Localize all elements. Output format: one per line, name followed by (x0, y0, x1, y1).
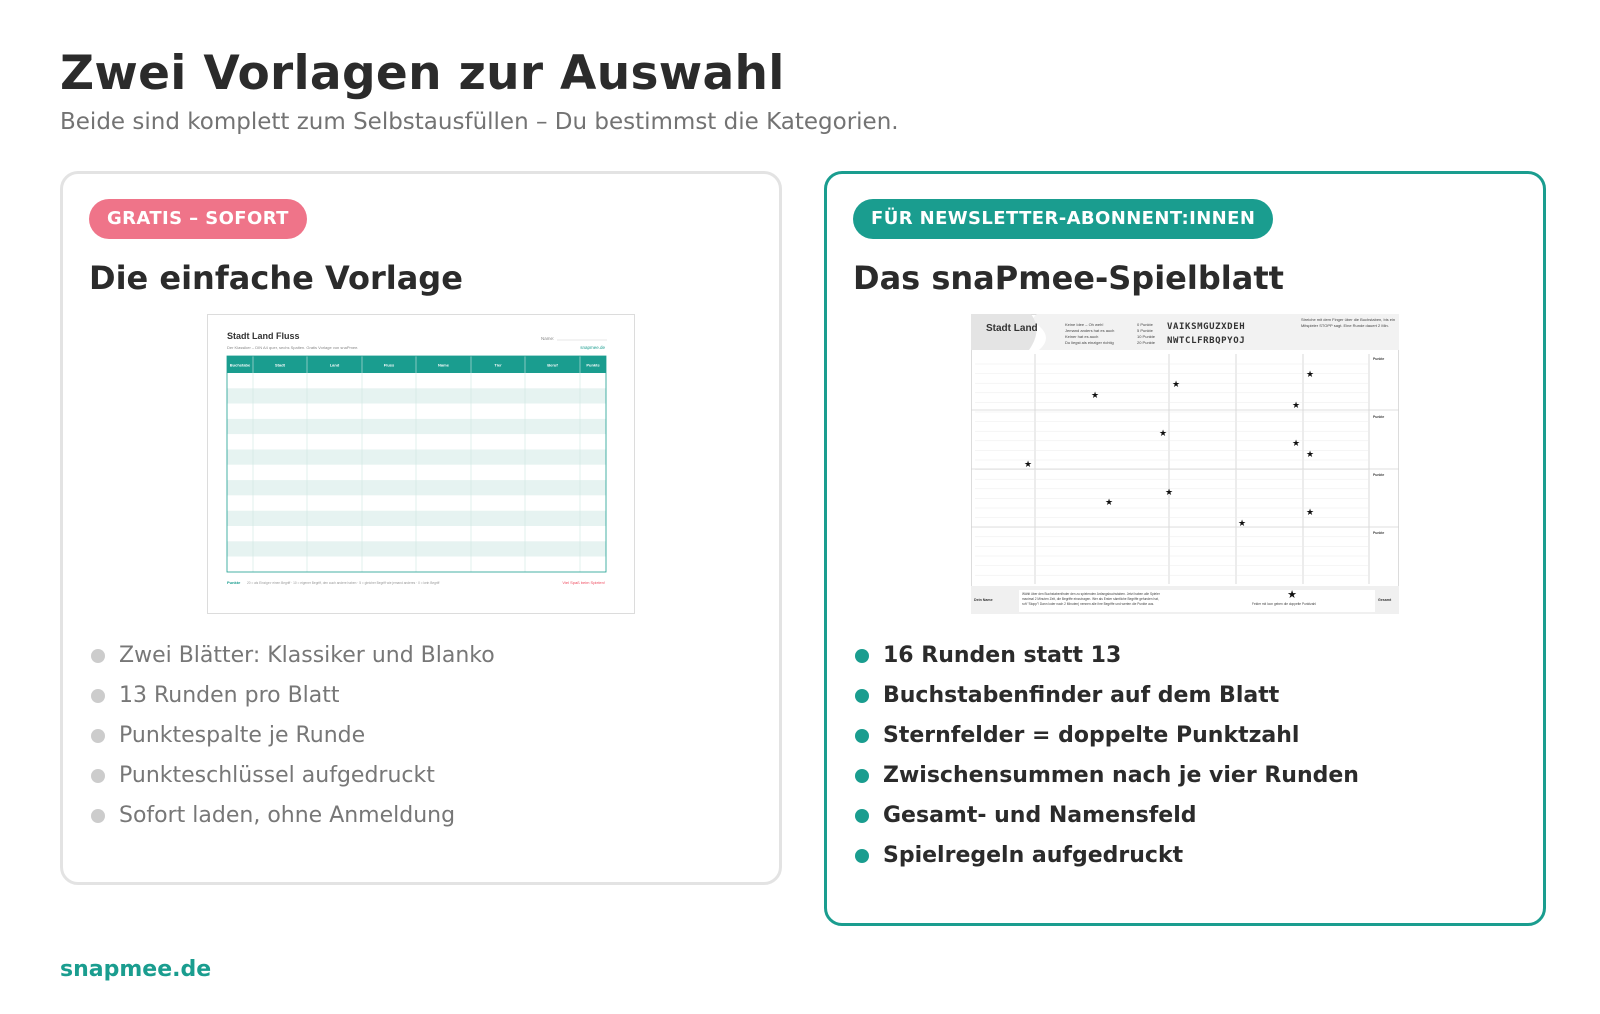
score-text: Keine Idee – Oh weh! (1065, 322, 1104, 327)
score-points: 0 Punkte (1137, 322, 1153, 327)
sheet-footer-key: 20 = als Einzige:r einen Begriff · 10 = eigener Begriff, den auch andere haben · 5 = gleicher Begriff wie jemand anderes · 0 = kein Begriff (247, 581, 440, 585)
bullet-dot-icon (855, 689, 869, 703)
bullet-dot-icon (855, 809, 869, 823)
feature-text: 16 Runden statt 13 (883, 643, 1122, 668)
feature-item (853, 796, 1359, 836)
bullet-dot-icon (91, 769, 105, 783)
letter-finder-row-2: NWTCLFRBQPYOJ (1167, 336, 1246, 346)
simple-feature-list (89, 636, 495, 836)
subtotal-label: Punkte (1373, 473, 1385, 477)
sheet-row (227, 450, 606, 465)
sheet-column-header: Name (438, 362, 449, 368)
snapmee-feature-list (853, 636, 1359, 876)
free-badge: GRATIS – SOFORT (89, 199, 307, 239)
score-text: Keiner hat es auch (1065, 334, 1099, 339)
snapmee-sheet-card[interactable] (824, 171, 1546, 926)
star-icon: ★ (1305, 370, 1315, 380)
star-icon: ★ (1291, 401, 1301, 411)
total-field-label: Gesamt (1378, 598, 1392, 602)
feature-item (853, 636, 1359, 676)
snapmee-sheet-preview[interactable] (971, 314, 1399, 614)
feature-text: 13 Runden pro Blatt (119, 683, 340, 708)
feature-item (89, 716, 495, 756)
sheet-row (227, 388, 606, 403)
footer-brand[interactable]: snapmee.de (60, 957, 212, 982)
footer-rules-line: Wählt über den Buchstabenfinder den zu spielenden Anfangsbuchstaben. Jetzt haben alle Spieler (1022, 592, 1160, 596)
sheet-logo: Stadt Land (986, 323, 1038, 334)
sheet-row (227, 434, 606, 449)
sheet-rows (227, 373, 606, 572)
star-note: Felder mit Icon geben die doppelte Punktzahl (1252, 602, 1316, 606)
bullet-dot-icon (855, 649, 869, 663)
score-text: Jemand anders hat es auch (1065, 328, 1115, 333)
feature-text: Sternfelder = doppelte Punktzahl (883, 723, 1300, 748)
name-field-label: Dein Name (974, 598, 993, 602)
feature-item (853, 836, 1359, 876)
sheet-column-header: Punkte (586, 362, 600, 368)
star-icon: ★ (1023, 460, 1033, 470)
sheet-row (227, 465, 606, 480)
subtotal-label: Punkte (1373, 415, 1385, 419)
feature-item (89, 756, 495, 796)
feature-text: Punktespalte je Runde (119, 723, 366, 748)
star-icon: ★ (1171, 380, 1181, 390)
sheet-column-header: Tier (494, 362, 502, 368)
feature-item (853, 756, 1359, 796)
star-icon: ★ (1104, 498, 1114, 508)
page-subtitle: Beide sind komplett zum Selbstausfüllen – Du bestimmst die Kategorien. (60, 109, 899, 135)
sheet-row (227, 495, 606, 510)
footer-rules-line: maximal 2 Minuten Zeit, die Begriffe einzutragen. Wer als Erster sämtliche Begriffe gefunden hat, (1022, 597, 1159, 601)
sheet-row (227, 419, 606, 434)
bullet-dot-icon (91, 809, 105, 823)
bullet-dot-icon (91, 689, 105, 703)
score-points: 10 Punkte (1137, 334, 1156, 339)
feature-item (89, 636, 495, 676)
subtotal-label: Punkte (1373, 357, 1385, 361)
sheet-subtitle: Der Klassiker – DIN A4 quer, sechs Spalten. Gratis Vorlage von snaPmee. (227, 345, 359, 350)
sheet-column-header: Stadt (275, 362, 285, 368)
sheet-column-header: Beruf (547, 362, 558, 368)
score-points: 20 Punkte (1137, 340, 1156, 345)
star-icon: ★ (1305, 450, 1315, 460)
star-icon: ★ (1090, 391, 1100, 401)
bullet-dot-icon (855, 769, 869, 783)
feature-item (853, 716, 1359, 756)
feature-text: Sofort laden, ohne Anmeldung (119, 803, 456, 828)
feature-text: Gesamt- und Namensfeld (883, 803, 1197, 828)
sheet-row (227, 373, 606, 388)
simple-template-preview[interactable] (207, 314, 635, 614)
sheet-row (227, 511, 606, 526)
snapmee-sheet-title: Das snaPmee-Spielblatt (853, 259, 1284, 297)
newsletter-badge: FÜR NEWSLETTER-ABONNENT:INNEN (853, 199, 1273, 239)
score-text: Du liegst als einziger richtig (1065, 340, 1114, 345)
feature-text: Buchstabenfinder auf dem Blatt (883, 683, 1280, 708)
sheet-row (227, 526, 606, 541)
sheet-title: Stadt Land Fluss (227, 331, 300, 341)
sheet-footer-label: Punkte (227, 580, 241, 585)
page-title: Zwei Vorlagen zur Auswahl (60, 46, 785, 101)
feature-item (89, 676, 495, 716)
sheet-row (227, 480, 606, 495)
score-points: 5 Punkte (1137, 328, 1153, 333)
bullet-dot-icon (855, 849, 869, 863)
star-icon: ★ (1291, 439, 1301, 449)
simple-template-title: Die einfache Vorlage (89, 259, 463, 297)
simple-template-card[interactable] (60, 171, 782, 885)
feature-item (89, 796, 495, 836)
sheet-row (227, 557, 606, 572)
sheet-row (227, 404, 606, 419)
feature-text: Zwischensummen nach je vier Runden (883, 763, 1359, 788)
letter-finder-row-1: VAIKSMGUZXDEH (1167, 322, 1246, 332)
sheet-footer-wish: Viel Spaß beim Spielen! (562, 580, 605, 585)
star-icon: ★ (1164, 488, 1174, 498)
sheet-column-header: Buchstabe (229, 362, 251, 368)
bullet-dot-icon (91, 729, 105, 743)
sheet-row (227, 541, 606, 556)
feature-text: Punkteschlüssel aufgedruckt (119, 763, 435, 788)
star-icon: ★ (1305, 508, 1315, 518)
sheet-column-header: Land (329, 362, 340, 368)
feature-item (853, 676, 1359, 716)
bullet-dot-icon (855, 729, 869, 743)
star-icon: ★ (1237, 519, 1247, 529)
star-icon: ★ (1287, 588, 1297, 601)
sheet-rules: Streiche mit dem Finger über die Buchstaben, bis ein Mitspieler STOPP sagt. Eine Runde dauert 2 Min. (1301, 317, 1396, 328)
sheet-name-label: Name: (541, 336, 555, 341)
feature-text: Spielregeln aufgedruckt (883, 843, 1184, 868)
footer-rules-line: ruft "Stopp"! Dann loder nach 2 Minuten) nennen alle ihre Begriffe und werten die Punkte aus. (1022, 602, 1155, 606)
feature-text: Zwei Blätter: Klassiker und Blanko (119, 643, 495, 668)
sheet-column-header: Fluss (383, 362, 395, 368)
subtotal-label: Punkte (1373, 531, 1385, 535)
bullet-dot-icon (91, 649, 105, 663)
sheet-brand: snapmee.de (580, 345, 605, 350)
star-icon: ★ (1158, 429, 1168, 439)
